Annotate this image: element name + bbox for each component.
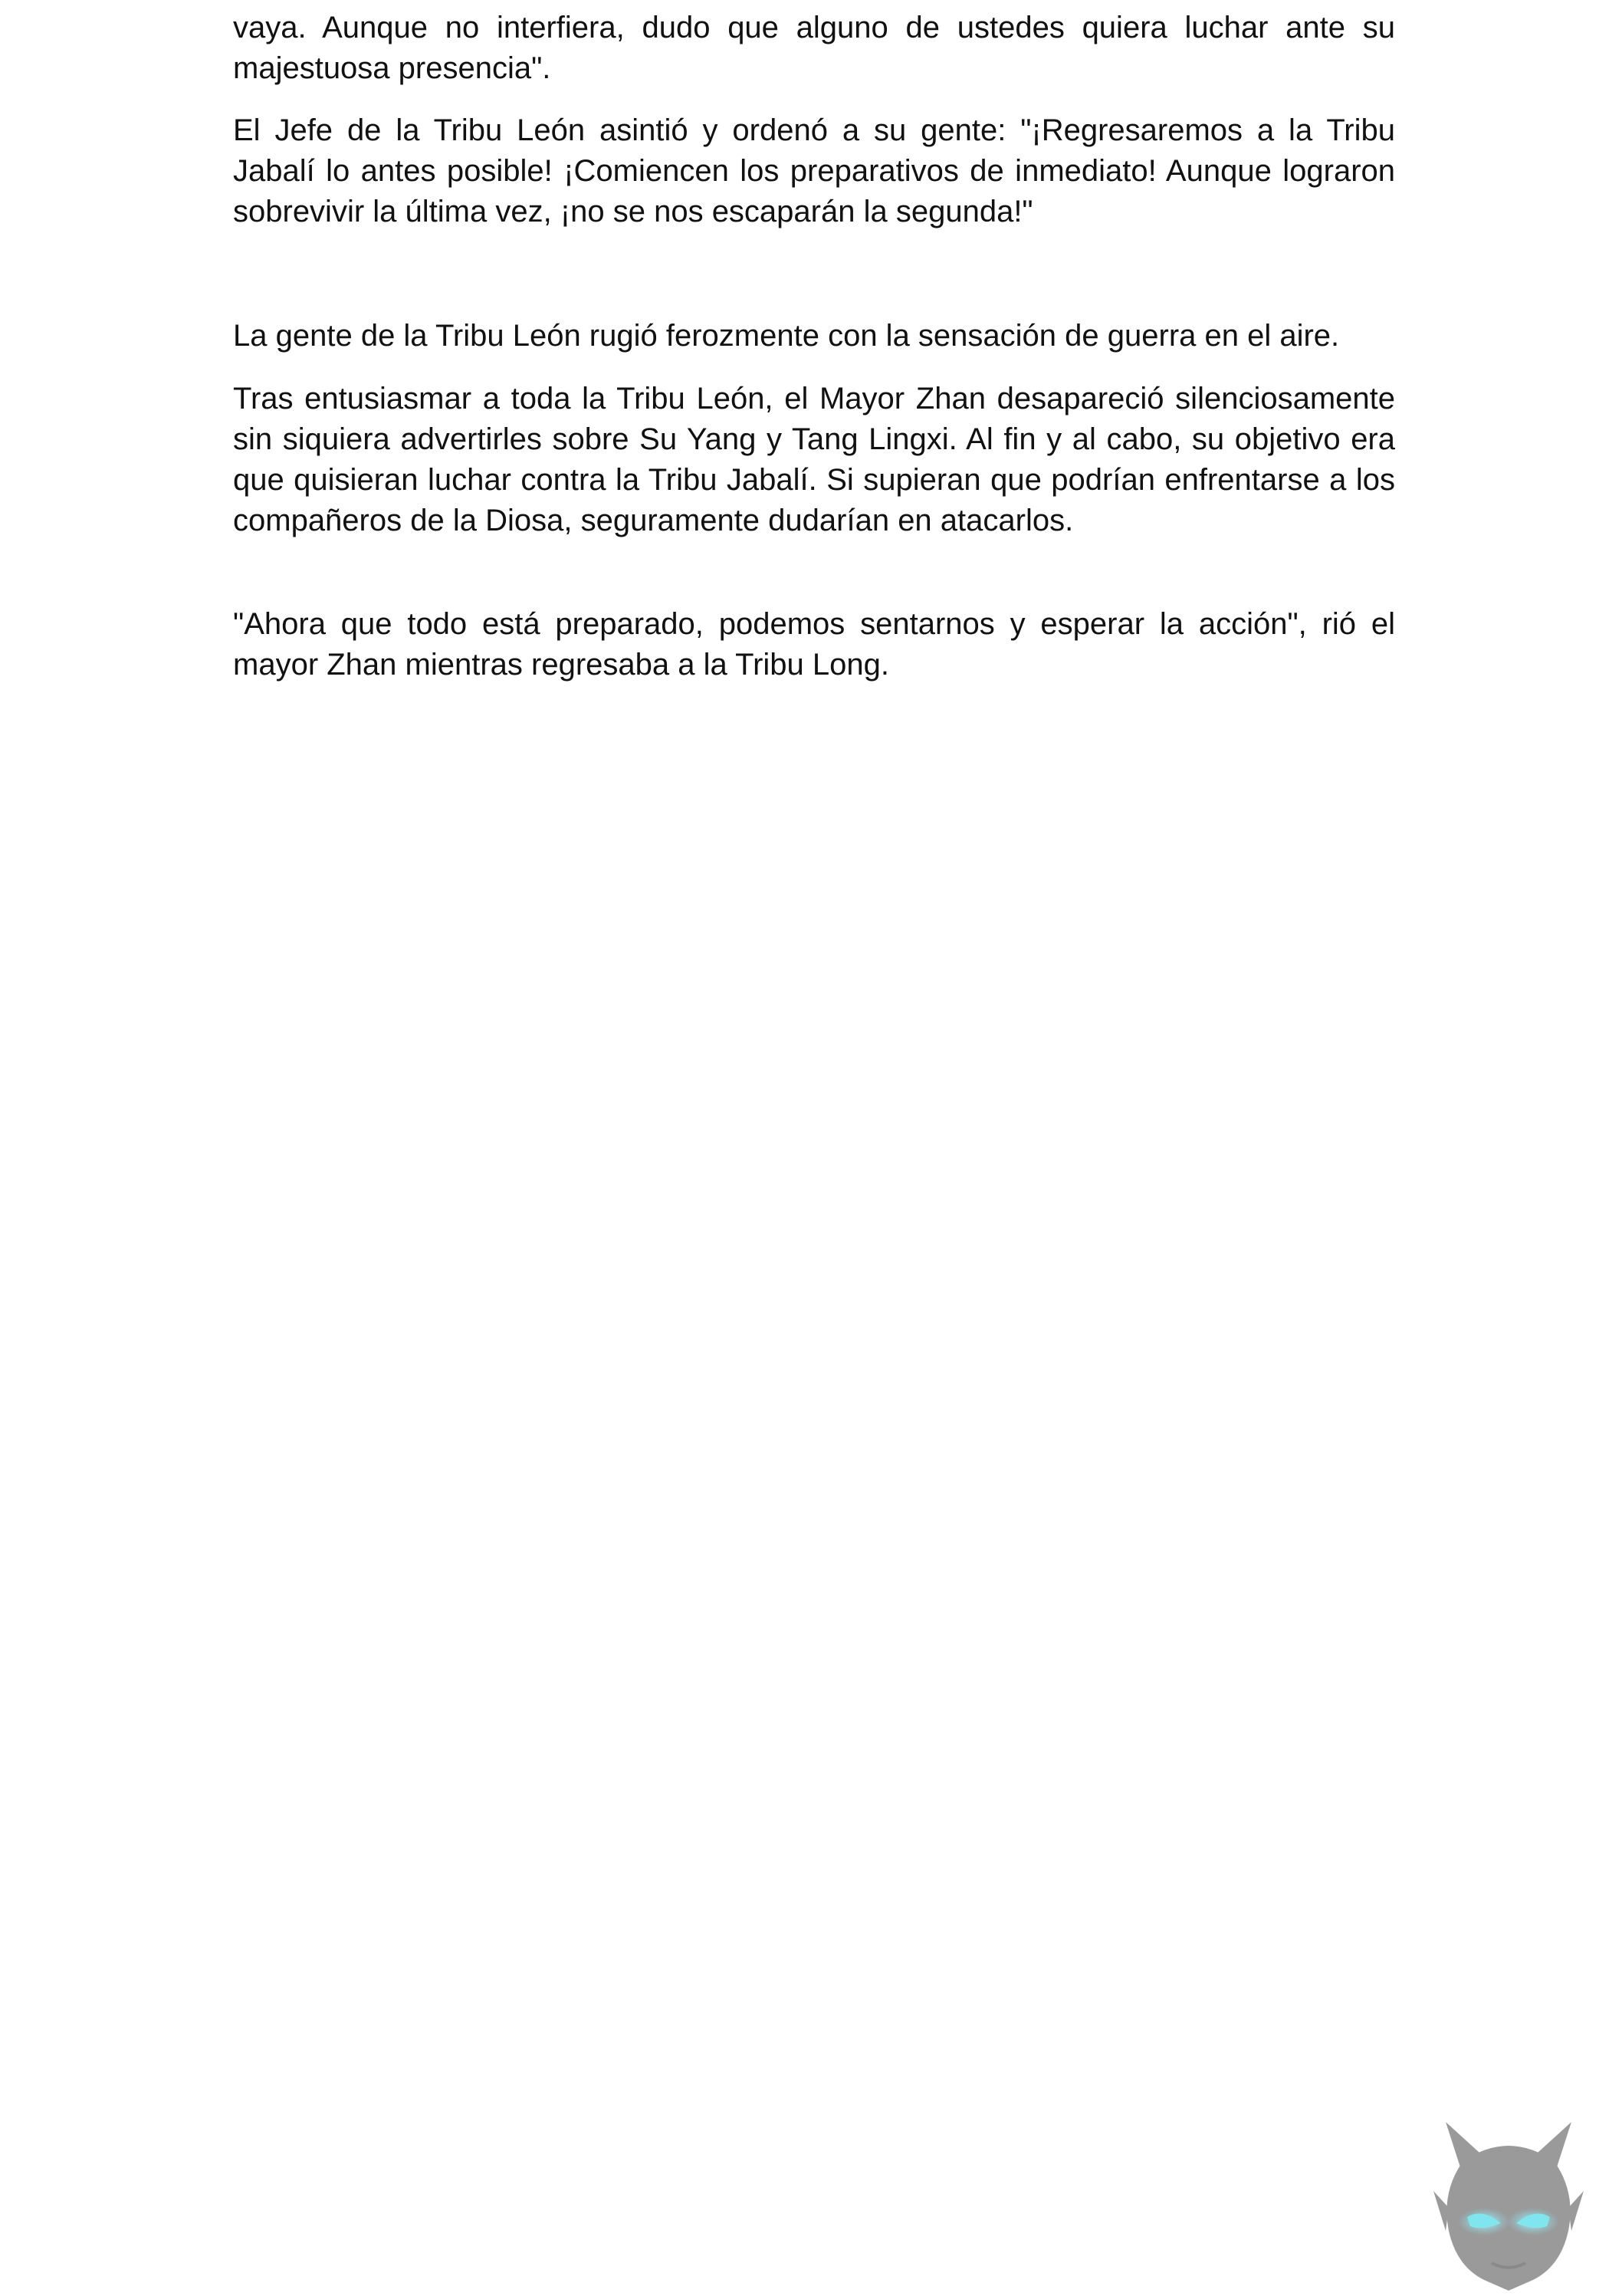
paragraph-2: El Jefe de la Tribu León asintió y ordenó a su gente: "¡Regresaremos a la Tribu Jabalí lo antes posible! ¡Comiencen los preparativos de inmediato! Aunque lograron sobrevivir la última vez, ¡no se nos escaparán la segunda!" [233,113,1395,228]
paragraph-3: La gente de la Tribu León rugió ferozmente con la sensación de guerra en el aire. [233,319,1340,353]
paragraph-4: Tras entusiasmar a toda la Tribu León, el Mayor Zhan desapareció silenciosamente sin siquiera advertirles sobre Su Yang y Tang Lingxi. Al fin y al cabo, su objetivo era que quisieran luchar contra la Tribu Jabalí. Si supieran que podrían enfrentarse a los compañeros de la Diosa, seguramente dudarían en atacarlos. [233,382,1395,537]
paragraph-1: vaya. Aunque no interfiera, dudo que alguno de ustedes quiera luchar ante su majestuosa presencia". [233,11,1395,85]
demon-head-icon [1432,2116,1585,2292]
paragraph-5: "Ahora que todo está preparado, podemos sentarnos y esperar la acción", rió el mayor Zhan mientras regresaba a la Tribu Long. [233,607,1395,682]
